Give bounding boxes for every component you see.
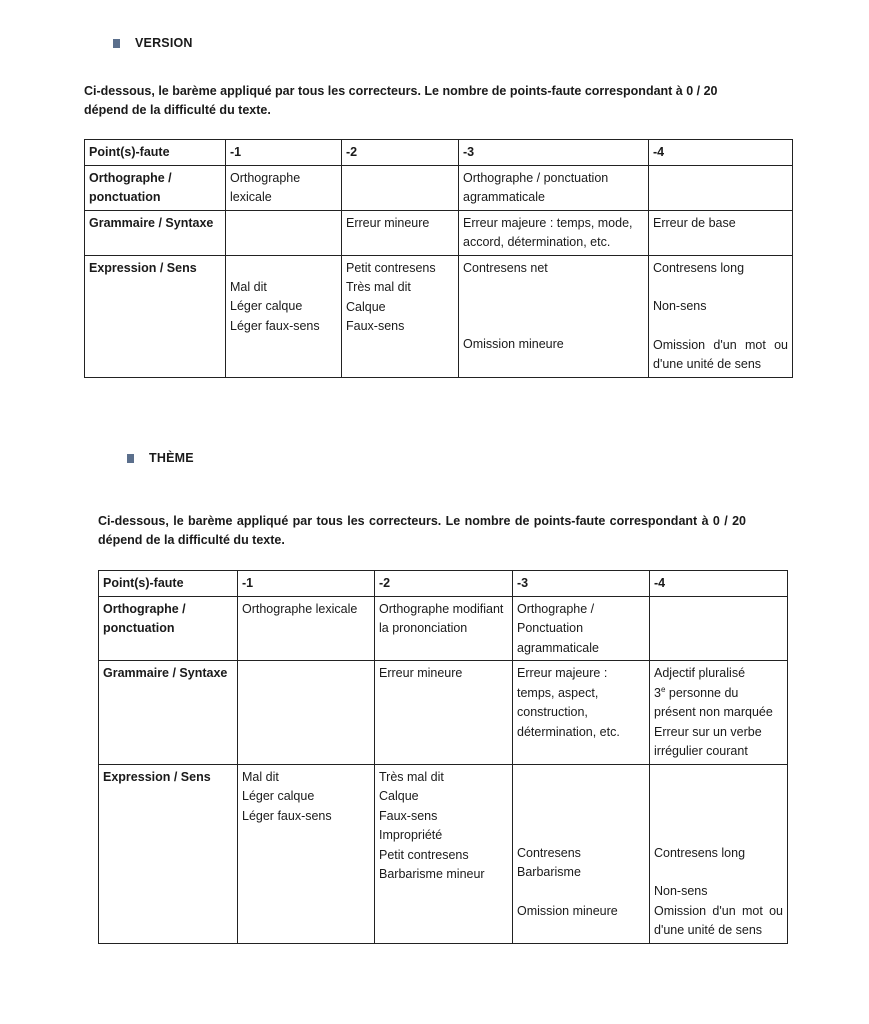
header-cell: -4 — [649, 140, 793, 166]
cell-line: Barbarisme mineur — [379, 867, 485, 881]
table-row — [85, 255, 793, 377]
header-cell: -2 — [375, 571, 513, 597]
table-cell: Erreur mineure — [342, 210, 459, 255]
table-row — [85, 165, 793, 210]
cell-line: Très mal dit — [379, 769, 444, 784]
table-row — [85, 210, 793, 255]
cell-line: Barbarisme — [517, 865, 581, 879]
header-cell: -3 — [513, 571, 650, 597]
cell-line: Faux-sens — [346, 319, 405, 333]
cell-paragraph: Erreur sur un verbe irrégulier courant — [654, 724, 762, 758]
row-label: Orthographe / ponctuation — [85, 165, 226, 210]
table-header-row — [85, 140, 793, 166]
table-cell — [226, 210, 342, 255]
cell-line: Non-sens — [653, 299, 707, 313]
square-bullet-icon — [113, 39, 120, 48]
version-heading — [113, 36, 193, 50]
cell-paragraph — [654, 684, 783, 723]
header-cell: -4 — [650, 571, 788, 597]
table-cell: Orthographe lexicale — [226, 165, 342, 210]
theme-grading-table — [98, 570, 788, 944]
table-cell — [342, 255, 459, 377]
cell-line: Léger faux-sens — [242, 808, 332, 823]
square-bullet-icon — [127, 454, 134, 463]
table-cell — [650, 661, 788, 765]
version-intro: Ci-dessous, le barème appliqué par tous les correcteurs. Le nombre de points-faute correspondant à 0 / 20 dépend de la difficulté du texte. — [84, 84, 718, 117]
ordinal-suffix: e — [660, 684, 666, 694]
header-cell: Point(s)-faute — [85, 140, 226, 166]
cell-line: Contresens long — [654, 845, 746, 860]
row-label: Expression / Sens — [85, 255, 226, 377]
table-cell — [238, 764, 375, 943]
table-cell: Orthographe modifiant la prononciation — [375, 596, 513, 661]
cell-line: Omission mineure — [517, 903, 618, 918]
row-label: Grammaire / Syntaxe — [85, 210, 226, 255]
table-cell: Orthographe / ponctuation agrammaticale — [459, 165, 649, 210]
header-cell: -3 — [459, 140, 649, 166]
theme-intro: Ci-dessous, le barème appliqué par tous les correcteurs. Le nombre de points-faute correspondant à 0 / 20 dépend de la difficulté du texte. — [98, 514, 746, 547]
cell-line: Petit contresens — [379, 847, 469, 862]
table-row — [99, 661, 788, 765]
table-cell: Erreur majeure : temps, aspect, construction, détermination, etc. — [513, 661, 650, 765]
cell-line: Contresens — [517, 845, 581, 860]
table-cell — [649, 165, 793, 210]
header-cell: -1 — [226, 140, 342, 166]
cell-line: Mal dit — [242, 769, 279, 784]
cell-line: Très mal dit — [346, 280, 411, 294]
cell-paragraph: Omission d'un mot ou d'une unité de sens — [653, 337, 788, 371]
table-cell — [649, 255, 793, 377]
table-cell — [238, 661, 375, 765]
theme-heading — [127, 451, 194, 465]
cell-line: Omission mineure — [463, 337, 564, 351]
table-cell: Orthographe / Ponctuation agrammaticale — [513, 596, 650, 661]
table-row — [99, 764, 788, 943]
cell-line: Petit contresens — [346, 260, 436, 275]
cell-line: Calque — [379, 789, 419, 803]
table-header-row — [99, 571, 788, 597]
header-cell: -1 — [238, 571, 375, 597]
table-cell: Erreur de base — [649, 210, 793, 255]
table-cell — [650, 764, 788, 943]
cell-line: Impropriété — [379, 828, 443, 842]
row-label: Orthographe / ponctuation — [99, 596, 238, 661]
table-cell: Erreur majeure : temps, mode, accord, détermination, etc. — [459, 210, 649, 255]
cell-line: Léger faux-sens — [230, 318, 320, 333]
table-cell: Orthographe lexicale — [238, 596, 375, 661]
row-label: Expression / Sens — [99, 764, 238, 943]
theme-heading-text: THÈME — [149, 451, 194, 465]
cell-line: Contresens long — [653, 260, 745, 275]
cell-paragraph: Omission d'un mot ou d'une unité de sens — [654, 903, 783, 937]
cell-line: Non-sens — [654, 884, 708, 898]
table-cell — [513, 764, 650, 943]
cell-line: Contresens net — [463, 260, 548, 275]
cell-line: Léger calque — [230, 299, 303, 313]
header-cell: Point(s)-faute — [99, 571, 238, 597]
version-heading-text: VERSION — [135, 36, 193, 50]
table-cell — [459, 255, 649, 377]
cell-line: Léger calque — [242, 789, 315, 803]
table-cell: Erreur mineure — [375, 661, 513, 765]
table-row — [99, 596, 788, 661]
table-cell — [226, 255, 342, 377]
cell-line: Faux-sens — [379, 808, 438, 823]
cell-line: Mal dit — [230, 279, 267, 294]
table-cell — [342, 165, 459, 210]
cell-text: personne du présent non marquée — [654, 685, 773, 719]
row-label: Grammaire / Syntaxe — [99, 661, 238, 765]
cell-line: Adjectif pluralisé — [654, 666, 746, 680]
version-grading-table — [84, 139, 793, 378]
table-cell — [375, 764, 513, 943]
cell-line: Calque — [346, 299, 386, 314]
header-cell: -2 — [342, 140, 459, 166]
ordinal-number: 3 — [654, 685, 661, 700]
table-cell — [650, 596, 788, 661]
